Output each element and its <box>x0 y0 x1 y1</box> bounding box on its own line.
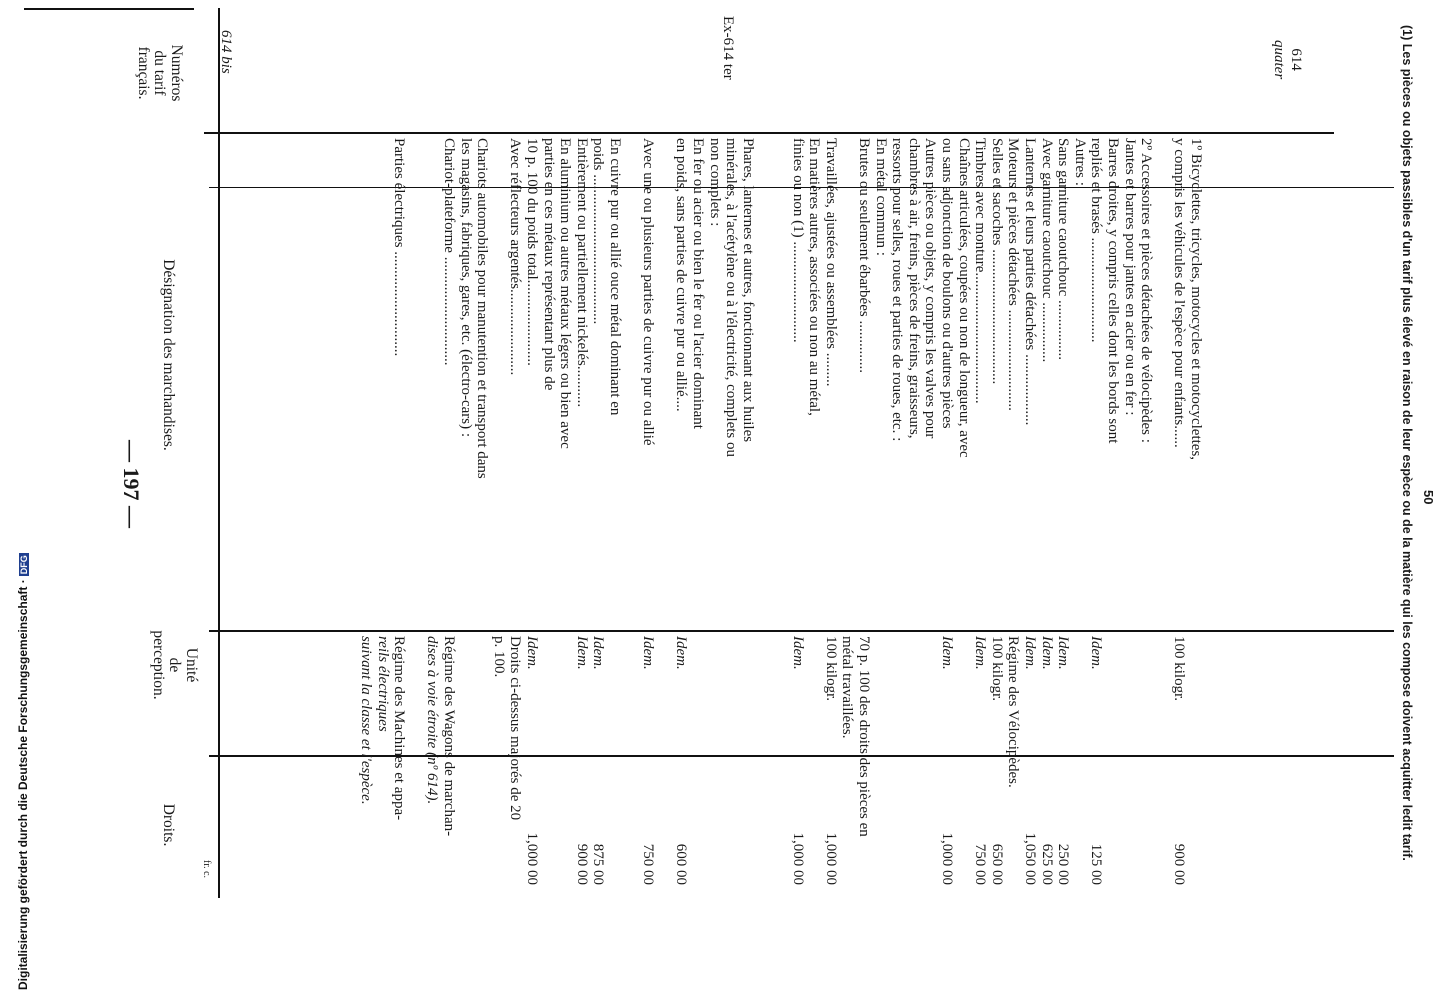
row-unit: Idem. <box>673 636 690 670</box>
table-row <box>1138 0 1155 1000</box>
row-designation: Sans garniture caoutchouc ................ <box>1055 138 1072 361</box>
table-row <box>673 0 690 1000</box>
row-droit: 1,000 00 <box>939 832 955 885</box>
row-unit: Idem. <box>1038 636 1055 670</box>
row-designation: Timbres avec monture................................... <box>972 138 989 404</box>
row-unit: p. 100. <box>490 636 507 678</box>
header-unite-line-1: Unité <box>183 647 200 683</box>
row-unit: Idem. <box>573 636 590 670</box>
table-row <box>739 0 756 1000</box>
row-designation: Barres droites, y compris celles dont les bords sont <box>1105 138 1121 444</box>
row-droit: 625 00 <box>1038 843 1055 885</box>
table-row <box>1154 0 1171 1000</box>
row-unit: Idem. <box>590 636 607 670</box>
table-row <box>490 0 507 1000</box>
table-row <box>640 0 657 1000</box>
dfg-logo-icon: DFG <box>19 555 29 575</box>
table-row <box>507 0 524 1000</box>
table-row <box>590 0 607 1000</box>
table-row <box>1088 0 1105 1000</box>
header-numeros-line-2: du tarif <box>151 50 169 96</box>
row-unit: 70 p. 100 des droits des pièces en <box>856 636 872 837</box>
row-unit: Droits ci-dessus majorés de 20 <box>507 636 524 821</box>
table-row <box>1171 0 1188 1000</box>
row-designation: Avec garniture caoutchouc ................ <box>1038 138 1055 363</box>
table-row <box>905 0 922 1000</box>
table-row <box>706 0 723 1000</box>
table-row <box>922 0 939 1000</box>
row-droit: 1,000 00 <box>524 832 540 885</box>
row-designation: Autres pièces ou objets, y compris les valves pour <box>922 138 939 439</box>
row-designation: parties en ces métaux représentant plus de <box>540 138 557 391</box>
table-row <box>955 0 972 1000</box>
table-row <box>357 0 374 1000</box>
row-designation: 10 p. 100 du poids total....................... <box>524 138 540 366</box>
table-row <box>1121 0 1138 1000</box>
row-unit: Idem. <box>524 636 540 670</box>
table-row <box>606 0 623 1000</box>
row-unit: 100 kilogr. <box>822 636 839 702</box>
row-designation: Parties électriques ............................ <box>391 138 408 357</box>
row-unit: Régime des Machines et appa- <box>391 636 408 821</box>
header-numeros-line-1: Numéros <box>168 44 185 102</box>
row-designation: repliés et brasés ............................ <box>1088 138 1105 343</box>
table-row <box>756 0 773 1000</box>
row-designation: poids ........................................ <box>590 138 607 325</box>
table-row <box>855 0 872 1000</box>
page-number: — 197 — <box>119 440 144 528</box>
table-row <box>623 0 640 1000</box>
table-row <box>440 0 457 1000</box>
table-row <box>1038 0 1055 1000</box>
table-row <box>938 0 955 1000</box>
row-droit: 750 00 <box>640 843 657 885</box>
row-unit: dises à voie étroite (nº 614). <box>424 636 441 805</box>
row-designation: Lanternes et leurs parties détachées ................... <box>1022 138 1038 426</box>
row-designation: chambres à air, freins, pièces de freins, graisseurs, <box>905 138 922 439</box>
table-row <box>789 0 806 1000</box>
row-droit: 875 00 <box>590 843 607 885</box>
table-row <box>689 0 706 1000</box>
row-droit: 600 00 <box>673 843 690 885</box>
row-unit: 100 kilogr. <box>1171 636 1188 702</box>
row-designation: Jantes et barres pour jantes en acier ou en fer : <box>1121 138 1138 416</box>
row-unit: Idem. <box>789 636 806 670</box>
table-row <box>656 0 673 1000</box>
table-row <box>540 0 557 1000</box>
table-row <box>523 0 540 1000</box>
row-unit: Idem. <box>972 636 989 670</box>
row-designation: En aluminium ou autres métaux légers ou bien avec <box>557 138 574 449</box>
table-row <box>474 0 491 1000</box>
row-designation: 2º Accessoires et pièces détachées de vélocipèdes : <box>1138 138 1155 443</box>
table-row <box>1055 0 1072 1000</box>
row-unit: Idem. <box>1055 636 1072 670</box>
table-row <box>723 0 740 1000</box>
row-designation: Brutes ou seulement ébarbées .............. <box>856 138 872 373</box>
table-row <box>391 0 408 1000</box>
row-designation: Phares, lanternes et autres, fonctionnant aux huiles <box>739 138 756 443</box>
table-row <box>889 0 906 1000</box>
row-droit: 1,000 00 <box>789 832 806 885</box>
row-droit: 1,000 00 <box>822 832 839 885</box>
row-droit: 125 00 <box>1088 843 1105 885</box>
row-unit: Idem. <box>640 636 657 670</box>
row-droit: 900 00 <box>1171 843 1188 885</box>
row-designation: En métal commun : <box>872 138 889 256</box>
tariff-number-614: 614 <box>1288 48 1304 71</box>
row-unit: Idem. <box>1088 636 1105 670</box>
header-numeros-line-3: français. <box>135 46 152 100</box>
sheet-number: 50 <box>1421 490 1436 505</box>
table-row <box>1187 0 1204 1000</box>
table-row <box>457 0 474 1000</box>
tariff-number-ex-614-ter: Ex-614 ter <box>720 16 736 80</box>
row-droit: 1,050 00 <box>1022 832 1038 885</box>
row-designation: Chaînes articulées, coupées ou non de longueur, avec <box>955 138 972 458</box>
row-designation: 1º Bicyclettes, tricycles, motocycles et motocyclettes, <box>1188 138 1204 461</box>
header-droits: Droits. <box>160 803 177 847</box>
row-designation: Entièrement ou partiellement nickelés........... <box>573 138 590 408</box>
table-row <box>988 0 1005 1000</box>
row-designation: minérales, à l'acétylène ou à l'électricité, complets ou <box>723 138 740 458</box>
row-unit: Idem. <box>1022 636 1038 670</box>
digitization-credit <box>16 553 30 990</box>
row-designation: Chariots automobiles pour manutention et transport dans <box>474 138 491 479</box>
row-designation: finies ou non (1) ........................... <box>789 138 806 343</box>
row-unit: suivant la classe et l'espèce. <box>358 636 374 805</box>
table-row <box>557 0 574 1000</box>
row-unit: Régime des Wagons de marchan- <box>441 636 457 837</box>
row-designation: y compris les véhicules de l'espèce pour enfants...... <box>1171 138 1188 448</box>
row-droit: 650 00 <box>988 843 1005 885</box>
table-row <box>972 0 989 1000</box>
row-designation: En matières autres, associées ou non au métal, <box>806 138 823 416</box>
table-row <box>1005 0 1022 1000</box>
table-row <box>573 0 590 1000</box>
row-designation: Chariot-plateforme ............................. <box>441 138 457 366</box>
table-row <box>1104 0 1121 1000</box>
row-designation: en poids, sans parties de cuivre pur ou allié.... <box>673 138 690 412</box>
row-designation: En cuivre pur ou allié ouce métal dominant en <box>607 138 623 416</box>
row-designation: Avec réflecteurs argentés....................... <box>507 138 524 376</box>
table-row <box>839 0 856 1000</box>
tariff-number-quater: quater <box>1271 40 1287 80</box>
header-unite-line-2: de <box>166 657 184 673</box>
row-droit: 900 00 <box>573 843 590 885</box>
table-row <box>822 0 839 1000</box>
row-designation: les magasins, fabriques, gares, etc. (électro-cars) : <box>457 138 474 438</box>
row-unit: reils électriques <box>374 636 391 732</box>
row-unit: 100 kilogr. <box>988 636 1005 702</box>
digitization-note: Digitalisierung gefördert durch die Deutsche Forschungsgemeinschaft · <box>16 579 30 990</box>
row-designation: Moteurs et pièces détachées ........................... <box>1005 138 1022 411</box>
table-row <box>1071 0 1088 1000</box>
header-designation: Désignation des marchandises. <box>160 259 177 451</box>
row-designation: non complets : <box>706 138 723 227</box>
row-designation: ou sans adjonction de boulons ou d'autres pièces <box>939 138 955 429</box>
row-unit: Idem. <box>939 636 955 670</box>
footnote: (1) Les pièces ou objets passibles d'un tarif plus élevé en raison de leur espèce ou de la matière qui les compose doivent acquitter ledit tarif. <box>1400 25 1414 861</box>
row-designation: Selles et sacoches .................................... <box>988 138 1005 385</box>
row-designation: En fer ou acier ou bien le fer ou l'acier dominant <box>690 138 706 429</box>
row-designation: ressorts pour selles, roues et parties de roues, etc. : <box>889 138 906 442</box>
table-row <box>374 0 391 1000</box>
tariff-number-614-bis: 614 bis <box>218 30 234 74</box>
currency-label: fr. c. <box>201 860 212 879</box>
row-unit: Régime des Vélocipèdes. <box>1005 636 1022 788</box>
row-droit: 250 00 <box>1055 843 1072 885</box>
table-row <box>806 0 823 1000</box>
row-designation: Autres : <box>1071 138 1088 186</box>
row-droit: 750 00 <box>972 843 989 885</box>
table-row <box>424 0 441 1000</box>
row-designation: Travaillées, ajustées ou assemblées ......... <box>822 138 839 387</box>
row-unit: métal travaillées. <box>839 636 856 739</box>
table-row <box>772 0 789 1000</box>
table-row <box>872 0 889 1000</box>
header-unite-line-3: perception. <box>150 630 167 700</box>
row-designation: Avec une ou plusieurs parties de cuivre pur ou allié <box>640 138 657 446</box>
table-row <box>407 0 424 1000</box>
table-row <box>1021 0 1038 1000</box>
